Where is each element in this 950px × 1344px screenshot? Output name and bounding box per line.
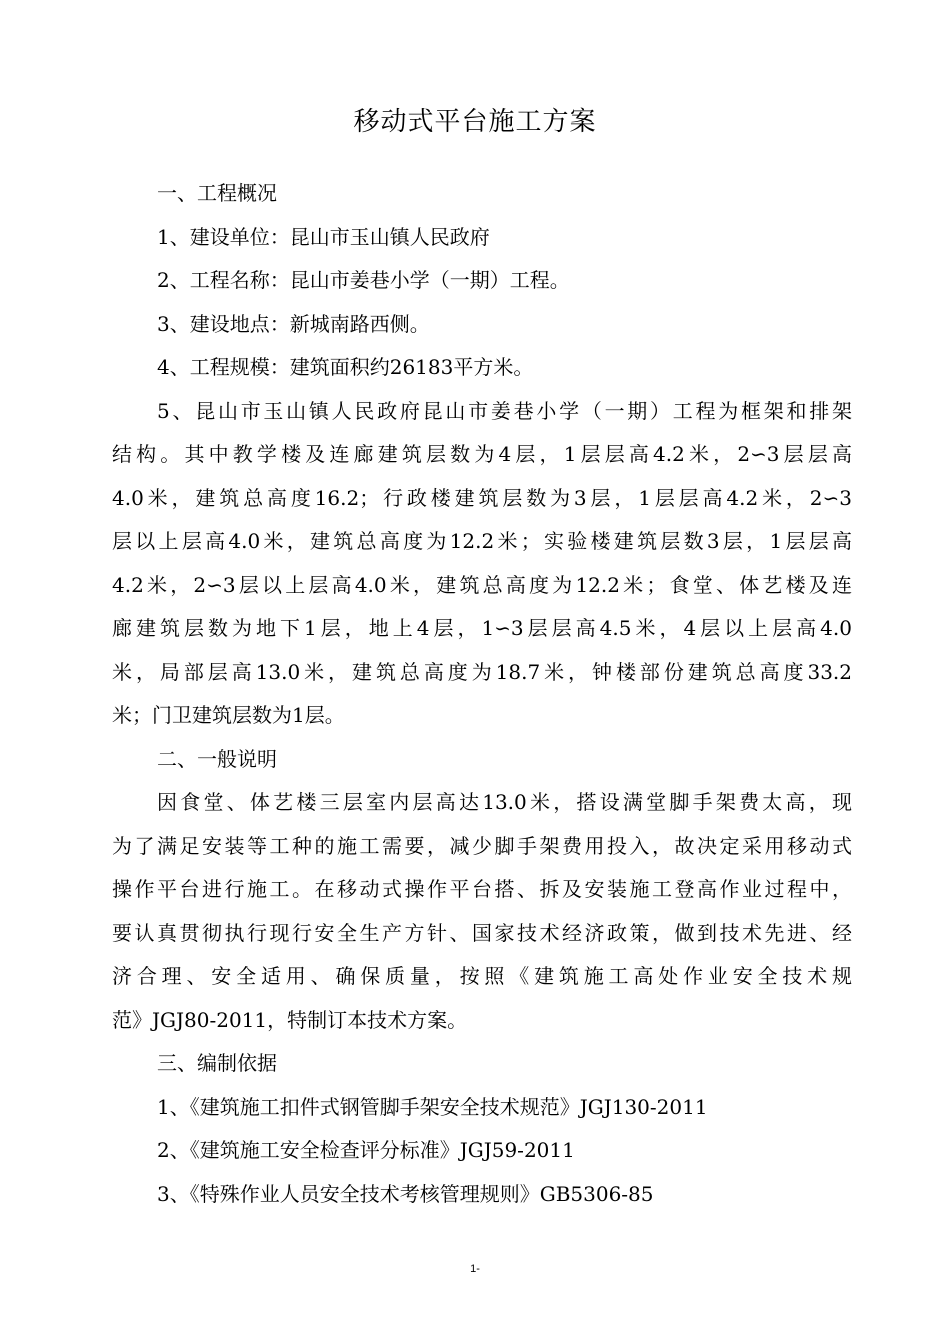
- item-scale: 4、工程规模：建筑面积约26183平方米。: [157, 355, 534, 379]
- reference-item: 2、《建筑施工安全检查评分标准》JGJ59-2011: [157, 1138, 575, 1162]
- item-project-name: 2、工程名称：昆山市姜巷小学（一期）工程。: [157, 268, 570, 292]
- document-title: 移动式平台施工方案: [353, 107, 597, 137]
- general-line: 因食堂、体艺楼三层室内层高达13.0米，搭设满堂脚手架费太高，现: [157, 790, 852, 814]
- general-line: 为了满足安装等工种的施工需要，减少脚手架费用投入，故决定采用移动式: [112, 834, 852, 858]
- item-location: 3、建设地点：新城南路西侧。: [157, 312, 430, 336]
- item5-line: 5、昆山市玉山镇人民政府昆山市姜巷小学（一期）工程为框架和排架: [157, 399, 852, 423]
- general-line: 济合理、安全适用、确保质量，按照《建筑施工高处作业安全技术规: [112, 964, 852, 988]
- section-heading-basis: 三、编制依据: [157, 1051, 277, 1075]
- reference-item: 1、《建筑施工扣件式钢管脚手架安全技术规范》JGJ130-2011: [157, 1095, 708, 1119]
- item5-line: 4.0米，建筑总高度16.2；行政楼建筑层数为3层，1层层高4.2米，2∽3: [112, 486, 852, 510]
- item5-line: 米，局部层高13.0米，建筑总高度为18.7米，钟楼部份建筑总高度33.2: [112, 660, 852, 684]
- general-line: 要认真贯彻执行现行安全生产方针、国家技术经济政策，做到技术先进、经: [112, 921, 852, 945]
- section-heading-general: 二、一般说明: [157, 747, 277, 771]
- item-construction-unit: 1、建设单位：昆山市玉山镇人民政府: [157, 225, 490, 249]
- item5-line: 米；门卫建筑层数为1层。: [112, 703, 345, 727]
- item5-line: 层以上层高4.0米，建筑总高度为12.2米；实验楼建筑层数3层，1层层高: [112, 529, 852, 553]
- page-number: 1-: [470, 1263, 480, 1275]
- general-line: 操作平台进行施工。在移动式操作平台搭、拆及安装施工登高作业过程中，: [112, 877, 852, 901]
- item5-line: 4.2米，2∽3层以上层高4.0米，建筑总高度为12.2米；食堂、体艺楼及连: [112, 573, 852, 597]
- section-heading-overview: 一、工程概况: [157, 181, 277, 205]
- item5-line: 结构。其中教学楼及连廊建筑层数为4层，1层层高4.2米，2∽3层层高: [112, 442, 852, 466]
- general-line: 范》JGJ80-2011，特制订本技术方案。: [112, 1008, 468, 1032]
- reference-item: 3、《特殊作业人员安全技术考核管理规则》GB5306-85: [157, 1182, 654, 1206]
- item5-line: 廊建筑层数为地下1层，地上4层，1∽3层层高4.5米，4层以上层高4.0: [112, 616, 852, 640]
